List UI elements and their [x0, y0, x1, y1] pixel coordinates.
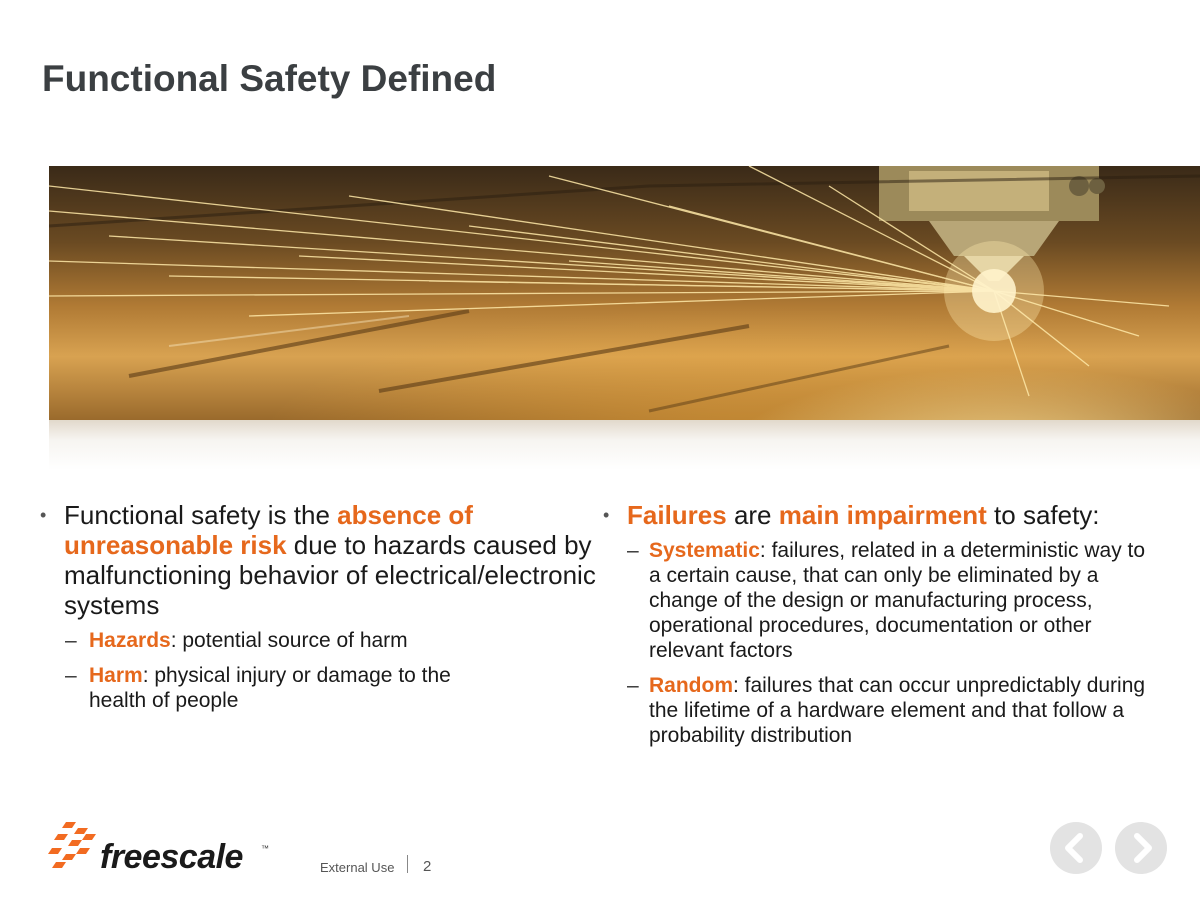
term-harm: Harm — [89, 664, 143, 687]
hero-reflection — [49, 420, 1200, 470]
dash-marker: – — [65, 629, 77, 652]
definition-random: : failures that can occur unpredictably during the lifetime of a hardware element and that follow a probability distribution — [649, 674, 1146, 747]
definition-systematic: : failures, related in a deterministic way to a certain cause, that can only be eliminated by a change of the design or manufacturing process, operational procedures, documentation or other relevant factors — [649, 539, 1146, 662]
bullet-text-rest: due to hazards caused by malfunctioning behavior of electrical/electronic systems — [64, 530, 596, 620]
classification-label: External Use — [320, 860, 395, 875]
term-random: Random — [649, 674, 733, 697]
chevron-left-icon — [1050, 822, 1102, 874]
term-systematic: Systematic — [649, 539, 760, 562]
sub-item-hazards — [40, 628, 600, 653]
term-failures: Failures — [627, 500, 727, 530]
hero-image-sparks — [49, 166, 1200, 420]
next-slide-button[interactable] — [1115, 822, 1167, 874]
bullet-text-mid: are — [726, 500, 779, 530]
term-main-impairment: main impairment — [778, 500, 987, 530]
bullet-dot: • — [603, 505, 610, 525]
sub-item-harm — [40, 663, 600, 713]
dash-marker: – — [65, 664, 77, 687]
previous-slide-button[interactable] — [1050, 822, 1102, 874]
bullet-text-rest: to safety: — [986, 500, 1100, 530]
right-column — [603, 500, 1183, 748]
footer-divider — [407, 855, 408, 873]
chevron-right-icon — [1115, 822, 1167, 874]
bullet-functional-safety — [40, 500, 600, 620]
sub-item-systematic — [603, 538, 1183, 663]
dash-marker: – — [627, 539, 639, 562]
dash-marker: – — [627, 674, 639, 697]
slide-title: Functional Safety Defined — [42, 58, 497, 99]
bullet-dot: • — [40, 505, 47, 525]
sub-item-random — [603, 673, 1183, 748]
left-column — [40, 500, 600, 713]
trademark-symbol: ™ — [261, 844, 269, 853]
highlight-absence-of-risk: absence of unreasonable risk — [64, 500, 473, 560]
definition-harm: : physical injury or damage to the health of people — [89, 664, 451, 712]
term-hazards: Hazards — [89, 629, 171, 652]
bullet-text: Functional safety is the — [64, 500, 338, 530]
bullet-failures — [603, 500, 1183, 530]
page-number: 2 — [423, 858, 432, 875]
logo-wordmark: freescale — [100, 838, 243, 876]
definition-hazards: : potential source of harm — [170, 629, 408, 652]
sparks-illustration — [49, 166, 1200, 420]
